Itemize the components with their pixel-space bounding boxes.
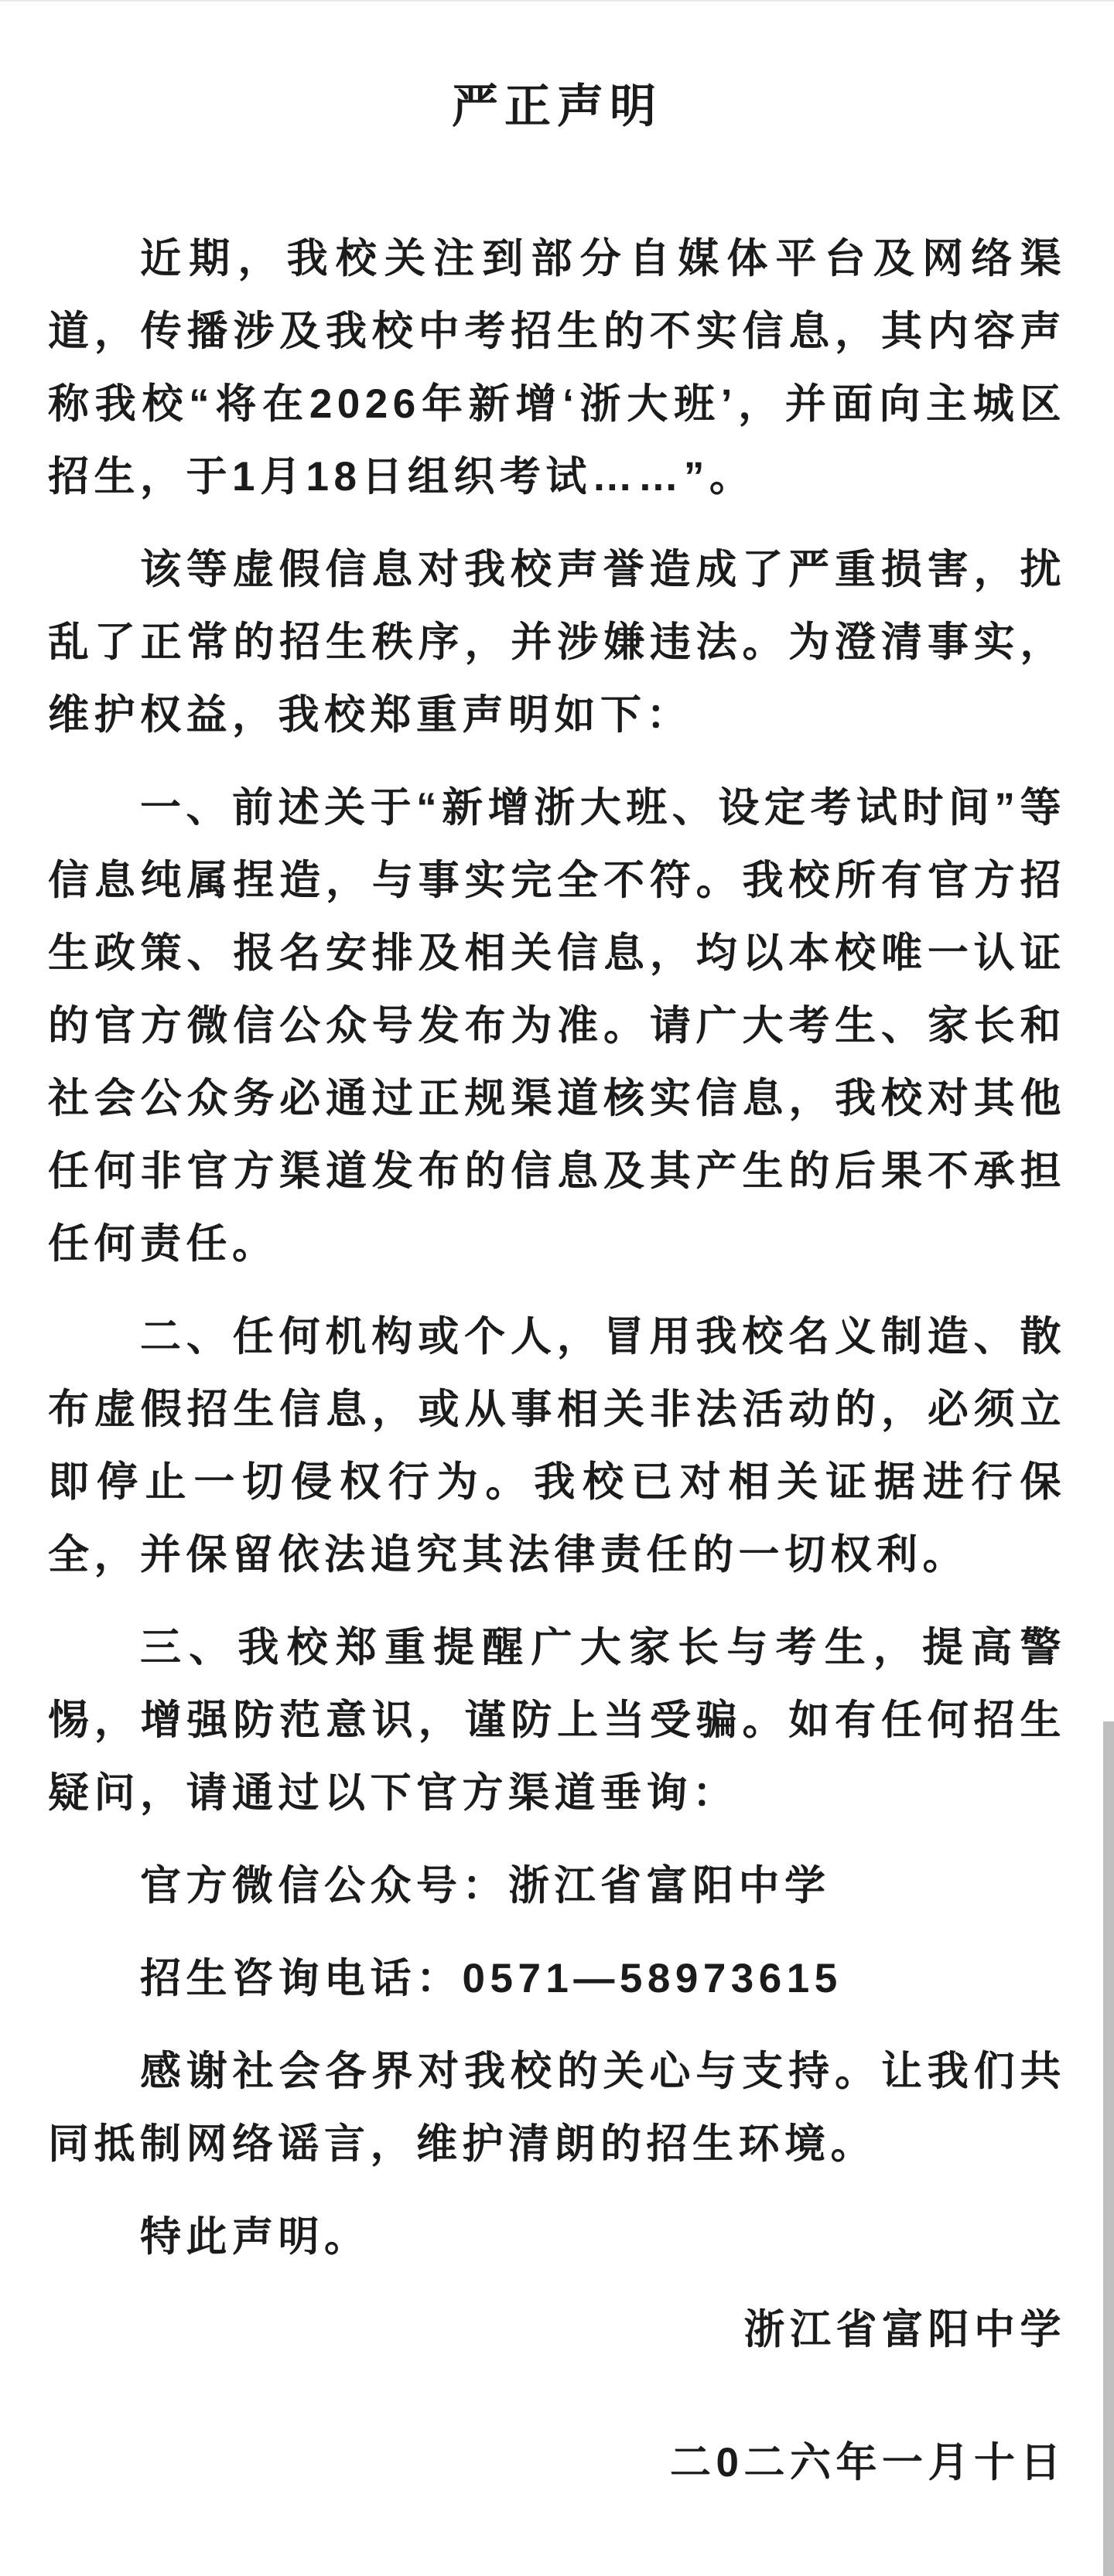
paragraph-point-3: 三、我校郑重提醒广大家长与考生，提高警惕，增强防范意识，谨防上当受骗。如有任何招生疑问，请通过以下官方渠道垂询： [48, 1625, 1066, 1816]
contact-wechat-line [48, 1850, 1066, 1923]
paragraph-closing: 特此声明。 [140, 2214, 371, 2260]
contact-phone-line [48, 1943, 1066, 2015]
contact-wechat-value: 浙江省富阳中学 [508, 1863, 831, 1909]
paragraph-thanks: 感谢社会各界对我校的关心与支持。让我们共同抵制网络谣言，维护清朗的招生环境。 [48, 2049, 1066, 2167]
paragraph-point-2: 二、任何机构或个人，冒用我校名义制造、散布虚假招生信息，或从事相关非法活动的，必须立即停止一切侵权行为。我校已对相关证据进行保全，并保留依法追究其法律责任的一切权利。 [48, 1314, 1066, 1578]
top-divider [0, 0, 1114, 2]
contact-wechat-label: 官方微信公众号： [140, 1863, 508, 1909]
paragraph-harm: 该等虚假信息对我校声誉造成了严重损害，扰乱了正常的招生秩序，并涉嫌违法。为澄清事实，维护权益，我校郑重声明如下： [48, 547, 1066, 738]
statement-title: 严正声明 [452, 80, 662, 132]
right-scrollbar[interactable] [1103, 1721, 1114, 2576]
signature: 浙江省富阳中学 [743, 2307, 1066, 2353]
paragraph-point-1: 一、前述关于“新增浙大班、设定考试时间”等信息纯属捏造，与事实完全不符。我校所有官方招生政策、报名安排及相关信息，均以本校唯一认证的官方微信公众号发布为准。请广大考生、家长和社会公众务必通过正规渠道核实信息，我校对其他任何非官方渠道发布的信息及其产生的后果不承担任何责任。 [48, 785, 1066, 1267]
paragraph-intro: 近期，我校关注到部分自媒体平台及网络渠道，传播涉及我校中考招生的不实信息，其内容声称我校“将在2026年新增‘浙大班’，并面向主城区招生，于1月18日组织考试……”。 [48, 236, 1066, 500]
date: 二0二六年一月十日 [670, 2440, 1066, 2486]
contact-phone-label: 招生咨询电话： [140, 1956, 463, 2001]
contact-phone-value: 0571—58973615 [462, 1956, 842, 2001]
